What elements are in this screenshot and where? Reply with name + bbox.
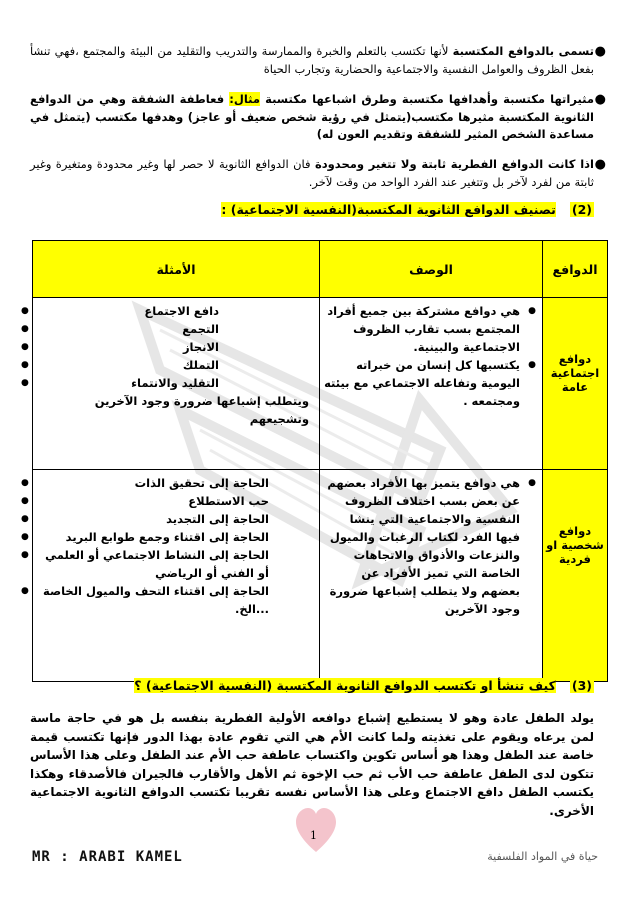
- footer-subject: حياة في المواد الفلسفية: [487, 850, 598, 863]
- author-signature: MR : ARABI KAMEL: [32, 849, 183, 865]
- bullet-icon: ●: [594, 92, 606, 107]
- example-item: ● الحاجة إلى التجديد: [39, 510, 269, 528]
- header-motives: الدوافع: [543, 241, 608, 298]
- description-item: ● هي دوافع يتميز بها الأفراد بعضهم عن بعض بسب اختلاف الظروف النفسية والاجتماعية التي ينشا فيها الفرد لكتاب الرغبات والميول والنزعات والأذواق والاتجاهات الخاصة التي تميز الأفراد عن بعضهم ولا يتطلب إشباعها ضرورة وجود الآخرين: [324, 474, 520, 618]
- row-description: [320, 470, 543, 682]
- section-heading-2: [221, 202, 594, 217]
- row-examples: [33, 298, 320, 470]
- example-item: ● دافع الاجتماع: [39, 302, 219, 320]
- classification-table: [32, 240, 608, 682]
- example-item: ● الحاجة إلى تحقيق الذات: [39, 474, 269, 492]
- bullet-text: فان الدوافع الثانوية لا حصر لها وغير محدودة ومتغيرة وغير ثابتة من لفرد لآخر بل وتتغير عند الفرد الواحد من وقت لآخر.: [30, 157, 594, 189]
- table-header-row: [33, 241, 608, 298]
- bullet-icon: ●: [594, 157, 606, 172]
- example-item: ● الحاجة إلى اقتناء وجمع طوابع البريد: [39, 528, 269, 546]
- table-row: [33, 298, 608, 470]
- example-item: ● التملك: [39, 356, 219, 374]
- row-examples: [33, 470, 320, 682]
- row-description: [320, 298, 543, 470]
- row-type: دوافع اجتماعية عامة: [543, 298, 608, 470]
- example-item: ● التجمع: [39, 320, 219, 338]
- bullet-text: فعاطفة الشفقة وهي من الدوافع الثانوية المكتسبة مثيرها مكتسب(يتمثل في رؤية شخص ضعيف أو عاجز) وهدفها مكتسب (يتمثل في مساعدة الشخص المثير للشفقة وتقديم العون له): [30, 92, 594, 141]
- example-note: ويتطلب إشباعها ضرورة وجود الآخرين وتشجيعهم: [94, 394, 309, 426]
- description-item: ● هي دوافع مشتركة بين جميع أفراد المجتمع بسب تقارب الظروف الاجتماعية والبينية.: [324, 302, 520, 356]
- header-description: الوصف: [320, 241, 543, 298]
- description-item: ● يكتسبها كل إنسان من خبراته اليومية وتفاعله الاجتماعي مع بيئته ومجتمعه .: [324, 356, 520, 410]
- section-number: (3): [571, 678, 592, 693]
- section-number: (2): [571, 202, 592, 217]
- bullet-lead: تسمى بالدوافع المكتسبة: [452, 44, 594, 58]
- bullet-item-1: [30, 43, 606, 78]
- example-item: ● الحاجة إلى النشاط الاجتماعي أو العلمي أو الفني أو الرياضي: [39, 546, 269, 582]
- table-row: [33, 470, 608, 682]
- row-type: دوافع شخصية او فردية: [543, 470, 608, 682]
- bullet-text: لأنها تكتسب بالتعلم والخبرة والممارسة والتدريب والتقليد من البيئة والمجتمع ،فهي تنشأ بفعل الظروف والعوامل النفسية والاجتماعية والحضارية وتجارب الحياة: [30, 44, 594, 76]
- bullet-item-3: [30, 156, 606, 191]
- example-item: ● الحاجة إلى اقتناء التحف والميول الخاصة ...الخ.: [39, 582, 269, 618]
- example-item: ● الانجاز: [39, 338, 219, 356]
- page-number: 1: [310, 829, 317, 842]
- example-item: ● حب الاستطلاع: [39, 492, 269, 510]
- header-examples: الأمثلة: [33, 241, 320, 298]
- section-title: كيف تنشأ او تكتسب الدوافع الثانوية المكتسبة (النفسية الاجتماعية) ؟: [134, 678, 556, 693]
- bullet-lead: اذا كانت الدوافع الفطرية ثابتة ولا تتغير ومحدودة: [314, 157, 594, 171]
- section-heading-3: [134, 678, 594, 693]
- bullet-lead: مثيراتها مكتسبة وأهدافها مكتسبة وطرق اشباعها مكتسبة: [265, 92, 594, 106]
- bullet-item-2: [30, 91, 606, 144]
- example-item: ● التقليد والانتماء: [39, 374, 219, 392]
- bullet-icon: ●: [594, 44, 606, 59]
- body-paragraph: يولد الطفل عادة وهو لا يستطيع إشباع دوافعه الأولية الفطرية بنفسه بل هو في حاجة ماسة لمن يرعاه ويقوم على تغذيته ولما كانت الأم هي التي تقوم عادة بهذا الدور فإنها تكتسب قيمة خاصة عند الطفل وهذا هو أساس تكوين واكتساب عاطفة حب الأم عند الطفل وعلى هذا الأساس تتكون لدى الطفل عاطفة حب الأب ثم حب الإخوة ثم الأهل والأقارب فالجيران فالأصدقاء وهكذا يكتسب الطفل دافع الاجتماع وعلى هذا الأساس نفسه تقريبا تكتسب الدوافع الثانوية الاجتماعية الأخرى.: [30, 711, 594, 818]
- example-label: مثال:: [229, 92, 260, 106]
- section-title: تصنيف الدوافع الثانوية المكتسبة(النفسية الاجتماعية) :: [221, 202, 556, 217]
